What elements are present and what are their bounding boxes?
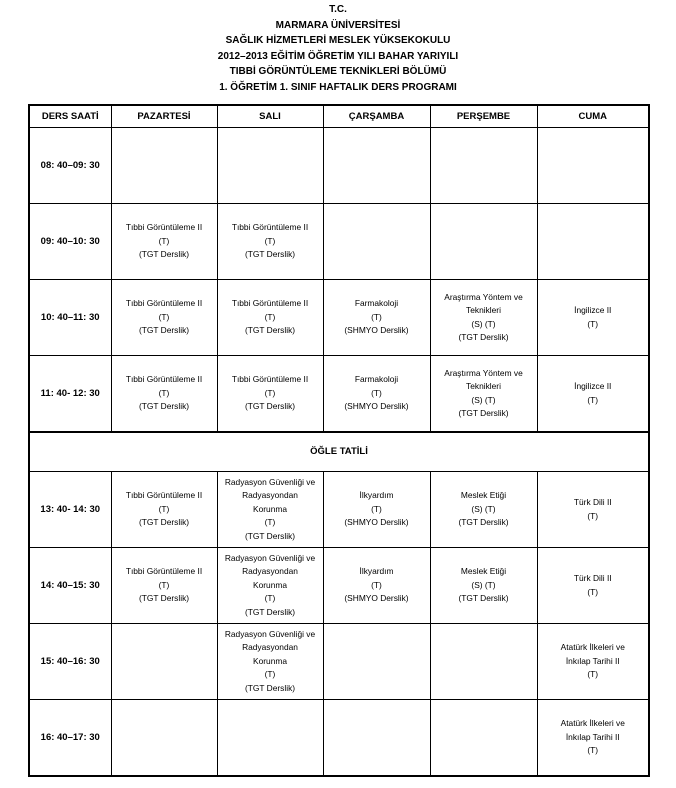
course-cell (537, 700, 649, 777)
course-line: Tıbbi Görüntüleme II (231, 374, 309, 385)
empty-cell (323, 624, 430, 700)
course-line: (TGT Derslik) (138, 593, 190, 604)
course-line: (S) (T) (471, 318, 496, 329)
course-line: (T) (371, 311, 382, 322)
course-line: (T) (264, 517, 276, 528)
table-row (29, 472, 649, 548)
course-line: (T) (264, 235, 276, 246)
table-row (29, 700, 649, 777)
course-line: Radyasyon Güvenliği ve (224, 552, 316, 563)
empty-cell (323, 128, 430, 204)
course-line: (TGT Derslik) (458, 332, 509, 342)
course-cell (430, 356, 537, 433)
course-line: (S) (T) (471, 579, 496, 590)
empty-cell (217, 128, 323, 204)
column-header: CUMA (537, 105, 649, 128)
column-header: DERS SAATİ (29, 105, 111, 128)
course-line: (SHMYO Derslik) (344, 325, 409, 336)
course-line: (SHMYO Derslik) (344, 401, 409, 412)
empty-cell (537, 204, 649, 280)
course-line: (TGT Derslik) (458, 517, 509, 528)
time-slot: 08: 40–09: 30 (29, 128, 111, 204)
table-row (29, 356, 649, 433)
course-line: Teknikleri (466, 381, 501, 391)
course-line: (T) (371, 503, 382, 514)
lunch-break-row (29, 432, 649, 472)
course-line: (T) (587, 586, 599, 597)
course-line: (T) (158, 387, 170, 398)
column-header: ÇARŞAMBA (323, 105, 430, 128)
table-row (29, 624, 649, 700)
course-line: Radyasyondan (242, 642, 298, 653)
course-cell (323, 548, 430, 624)
table-header-row (29, 105, 649, 128)
header-line: T.C. (329, 4, 347, 15)
course-line: (TGT Derslik) (244, 530, 296, 541)
column-header: SALI (217, 105, 323, 128)
course-cell (217, 548, 323, 624)
course-line: Araştırma Yöntem ve (444, 367, 523, 378)
table-row (29, 204, 649, 280)
empty-cell (217, 700, 323, 777)
time-slot: 14: 40–15: 30 (29, 548, 111, 624)
column-header: PERŞEMBE (430, 105, 537, 128)
course-cell (217, 356, 323, 433)
empty-cell (430, 700, 537, 777)
course-line: Farmakoloji (354, 298, 399, 309)
course-line: (SHMYO Derslik) (344, 517, 409, 528)
course-line: İngilizce II (574, 305, 612, 315)
course-line: (T) (587, 394, 599, 405)
course-line: Teknikleri (466, 305, 501, 315)
course-line: (T) (158, 311, 170, 322)
course-line: Korunma (253, 655, 287, 666)
time-slot: 13: 40- 14: 30 (29, 472, 111, 548)
course-line: (T) (587, 318, 599, 329)
header-line: 2012–2013 EĞİTİM ÖĞRETİM YILI BAHAR YARIYILI (217, 50, 459, 62)
course-line: (T) (587, 745, 599, 756)
time-slot: 11: 40- 12: 30 (29, 356, 111, 433)
course-line: (T) (264, 387, 276, 398)
course-cell (111, 548, 217, 624)
course-line: (TGT Derslik) (244, 401, 296, 412)
course-line: (T) (264, 311, 276, 322)
course-line: (T) (371, 387, 382, 398)
course-line: (TGT Derslik) (244, 249, 296, 260)
course-line: Atatürk İlkeleri ve (560, 642, 625, 653)
empty-cell (111, 700, 217, 777)
course-line: Tıbbi Görüntüleme II (125, 298, 203, 309)
course-line: (T) (587, 510, 599, 521)
course-line: (T) (158, 235, 170, 246)
header-line: SAĞLIK HİZMETLERİ MESLEK YÜKSEKOKULU (225, 35, 451, 47)
course-cell (217, 624, 323, 700)
course-cell (111, 472, 217, 548)
time-slot: 15: 40–16: 30 (29, 624, 111, 700)
course-line: İnkılap Tarihi II (565, 731, 620, 742)
course-line: Korunma (253, 503, 287, 514)
course-line: (T) (371, 579, 382, 590)
course-line: (SHMYO Derslik) (344, 593, 409, 604)
course-cell (537, 356, 649, 433)
empty-cell (111, 624, 217, 700)
course-line: (S) (T) (471, 394, 496, 405)
course-cell (430, 472, 537, 548)
empty-cell (323, 204, 430, 280)
table-row (29, 548, 649, 624)
course-line: Tıbbi Görüntüleme II (125, 222, 203, 233)
course-line: Türk Dili II (573, 497, 612, 507)
course-line: Tıbbi Görüntüleme II (125, 374, 203, 385)
time-slot: 16: 40–17: 30 (29, 700, 111, 777)
course-line: (T) (587, 669, 599, 680)
empty-cell (430, 624, 537, 700)
course-cell (537, 472, 649, 548)
course-cell (217, 204, 323, 280)
course-line: (TGT Derslik) (458, 408, 509, 418)
empty-cell (537, 128, 649, 204)
course-line: Meslek Etiği (460, 490, 507, 501)
course-cell (537, 624, 649, 700)
table-row (29, 280, 649, 356)
course-line: Tıbbi Görüntüleme II (231, 298, 309, 309)
course-line: Tıbbi Görüntüleme II (125, 566, 203, 577)
course-cell (430, 548, 537, 624)
header-line: TIBBİ GÖRÜNTÜLEME TEKNİKLERİ BÖLÜMÜ (229, 66, 447, 78)
course-cell (323, 356, 430, 433)
header-line: MARMARA ÜNİVERSİTESİ (275, 19, 401, 31)
course-line: Farmakoloji (354, 374, 399, 385)
column-header: PAZARTESİ (111, 105, 217, 128)
table-row (29, 128, 649, 204)
course-line: (T) (264, 669, 276, 680)
course-line: (TGT Derslik) (244, 682, 296, 693)
course-line: (S) (T) (471, 503, 496, 514)
empty-cell (323, 700, 430, 777)
course-line: İlkyardım (359, 490, 394, 501)
course-cell (537, 280, 649, 356)
course-line: Radyasyon Güvenliği ve (224, 628, 316, 639)
course-line: (T) (158, 503, 170, 514)
course-cell (111, 204, 217, 280)
course-line: (T) (264, 593, 276, 604)
course-cell (323, 472, 430, 548)
course-line: İngilizce II (574, 381, 612, 391)
course-line: Tıbbi Görüntüleme II (231, 222, 309, 233)
course-line: İlkyardım (359, 566, 394, 577)
course-cell (217, 472, 323, 548)
course-line: Tıbbi Görüntüleme II (125, 490, 203, 501)
weekly-schedule-table (28, 104, 650, 777)
course-line: Radyasyondan (242, 490, 298, 501)
course-line: (TGT Derslik) (244, 325, 296, 336)
course-cell (217, 280, 323, 356)
lunch-break-label: ÖĞLE TATİLİ (29, 432, 649, 472)
course-line: Radyasyon Güvenliği ve (224, 476, 316, 487)
course-cell (537, 548, 649, 624)
course-line: Türk Dili II (573, 573, 612, 583)
empty-cell (430, 204, 537, 280)
empty-cell (430, 128, 537, 204)
course-line: (TGT Derslik) (138, 517, 190, 528)
course-line: Araştırma Yöntem ve (444, 291, 523, 302)
course-cell (323, 280, 430, 356)
course-line: Korunma (253, 579, 287, 590)
course-cell (111, 280, 217, 356)
course-cell (430, 280, 537, 356)
course-cell (111, 356, 217, 433)
time-slot: 10: 40–11: 30 (29, 280, 111, 356)
course-line: (TGT Derslik) (458, 593, 509, 604)
empty-cell (111, 128, 217, 204)
course-line: (TGT Derslik) (138, 249, 190, 260)
course-line: (TGT Derslik) (138, 401, 190, 412)
course-line: (TGT Derslik) (138, 325, 190, 336)
course-line: (TGT Derslik) (244, 606, 296, 617)
header-line: 1. ÖĞRETİM 1. SINIF HAFTALIK DERS PROGRAMI (219, 81, 457, 93)
time-slot: 09: 40–10: 30 (29, 204, 111, 280)
course-line: İnkılap Tarihi II (565, 655, 620, 666)
course-line: Atatürk İlkeleri ve (560, 718, 625, 729)
course-line: Radyasyondan (242, 566, 298, 577)
course-line: Meslek Etiği (460, 566, 507, 577)
document-header (0, 2, 676, 96)
course-line: (T) (158, 579, 170, 590)
